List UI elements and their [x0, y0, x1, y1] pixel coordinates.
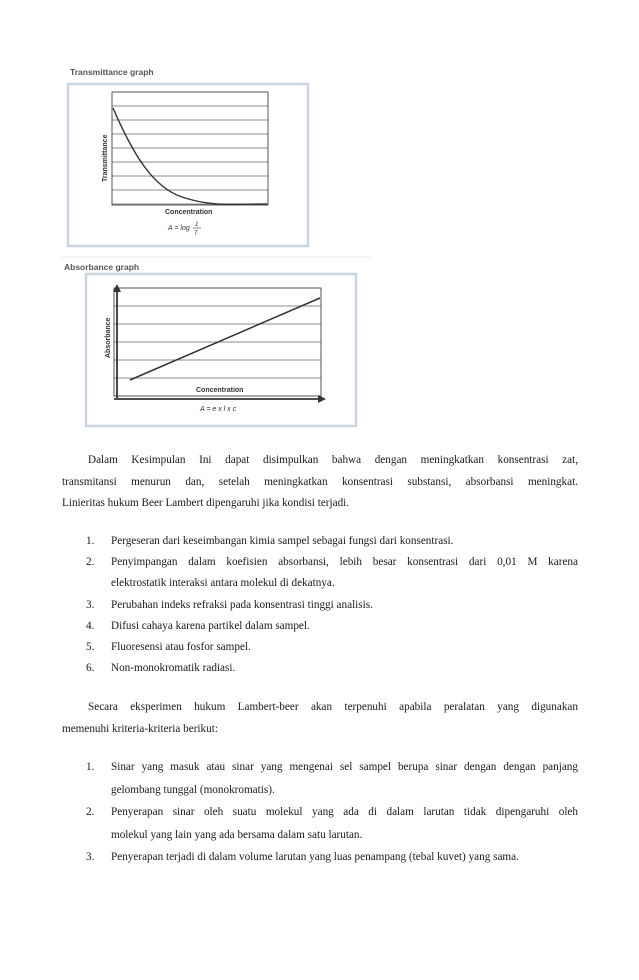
list-item-text-cont: molekul yang lain yang ada bersama dalam satu larutan. — [111, 828, 363, 841]
deviation-list — [86, 531, 578, 679]
list-item-number: 6. — [86, 662, 95, 675]
transmittance-title: Transmittance graph — [70, 67, 154, 77]
absorbance-xlabel: Concentration — [196, 387, 244, 394]
transmittance-xlabel: Concentration — [165, 209, 213, 216]
list-item-number: 3. — [86, 851, 95, 863]
list-item-text: Fluoresensi atau fosfor sampel. — [111, 641, 251, 654]
transmittance-formula-den: T — [194, 231, 198, 237]
list-item — [86, 552, 578, 594]
experiment-line-1: Secara eksperimen hukum Lambert-beer akan terpenuhi apabila peralatan yang digunakan — [88, 701, 578, 713]
absorbance-x-arrowhead — [318, 395, 326, 403]
list-item-text: Non-monokromatik radiasi. — [111, 662, 236, 675]
list-item-number: 5. — [86, 641, 95, 654]
list-item — [86, 595, 578, 616]
list-item — [86, 756, 578, 801]
absorbance-figure — [62, 254, 372, 430]
list-item — [86, 801, 578, 846]
transmittance-graph — [62, 62, 312, 252]
absorbance-formula: A = e x l x c — [200, 406, 237, 413]
experiment-paragraph — [62, 697, 578, 740]
absorbance-frame — [86, 274, 356, 426]
list-item-text-cont: elektrostatik interaksi antara molekul di dekatnya. — [111, 577, 335, 590]
conclusion-line-1: Dalam Kesimpulan Ini dapat disimpulkan bahwa dengan meningkatkan konsentrasi zat, — [88, 454, 578, 466]
list-item-text: Pergeseran dari keseimbangan kimia sampel sebagai fungsi dari konsentrasi. — [111, 535, 454, 547]
conclusion-line-2: transmitansi menurun dan, setelah meningkatkan konsentrasi substansi, absorbansi meningkat. — [62, 475, 578, 488]
list-item-number: 1. — [86, 535, 95, 547]
list-item-text: Difusi cahaya karena partikel dalam sampel. — [111, 619, 310, 632]
list-item-text: Penyimpangan dalam koefisien absorbansi, lebih besar konsentrasi dari 0,01 M karena — [111, 556, 578, 569]
list-item — [86, 658, 578, 679]
list-item-number: 1. — [86, 761, 95, 773]
experiment-line-2: memenuhi kriteria-kriteria berikut: — [62, 722, 218, 735]
absorbance-line — [130, 298, 320, 380]
requirements-list — [86, 756, 578, 869]
list-item — [86, 637, 578, 658]
absorbance-graph — [62, 254, 372, 430]
transmittance-formula-lhs: A = log — [168, 225, 190, 232]
conclusion-line-3: Linieritas hukum Beer Lambert dipengaruhi jika kondisi terjadi. — [62, 497, 350, 509]
list-item-text: Penyerapan terjadi di dalam volume larutan yang luas penampang (tebal kuvet) yang sama. — [111, 851, 519, 863]
transmittance-ylabel: Transmittance — [102, 134, 109, 182]
list-item — [86, 616, 578, 637]
list-item-number: 2. — [86, 806, 95, 818]
list-item — [86, 846, 578, 869]
absorbance-ylabel: Absorbance — [105, 317, 112, 358]
list-item — [86, 531, 578, 552]
list-item-number: 3. — [86, 598, 95, 611]
list-item-text: Penyerapan sinar oleh suatu molekul yang ada di dalam larutan tidak dipengaruhi oleh — [111, 806, 578, 818]
absorbance-title: Absorbance graph — [64, 262, 140, 272]
list-item-number: 4. — [86, 619, 95, 632]
list-item-text: Sinar yang masuk atau sinar yang mengenai sel sampel berupa sinar dengan dengan panjang — [111, 761, 578, 773]
transmittance-figure — [62, 62, 312, 252]
list-item-text: Perubahan indeks refraksi pada konsentrasi tinggi analisis. — [111, 598, 373, 611]
list-item-number: 2. — [86, 556, 95, 569]
list-item-text-cont: gelombang tunggal (monokromatis). — [111, 783, 275, 796]
transmittance-formula-num: 1 — [195, 222, 199, 228]
conclusion-paragraph — [62, 450, 578, 515]
